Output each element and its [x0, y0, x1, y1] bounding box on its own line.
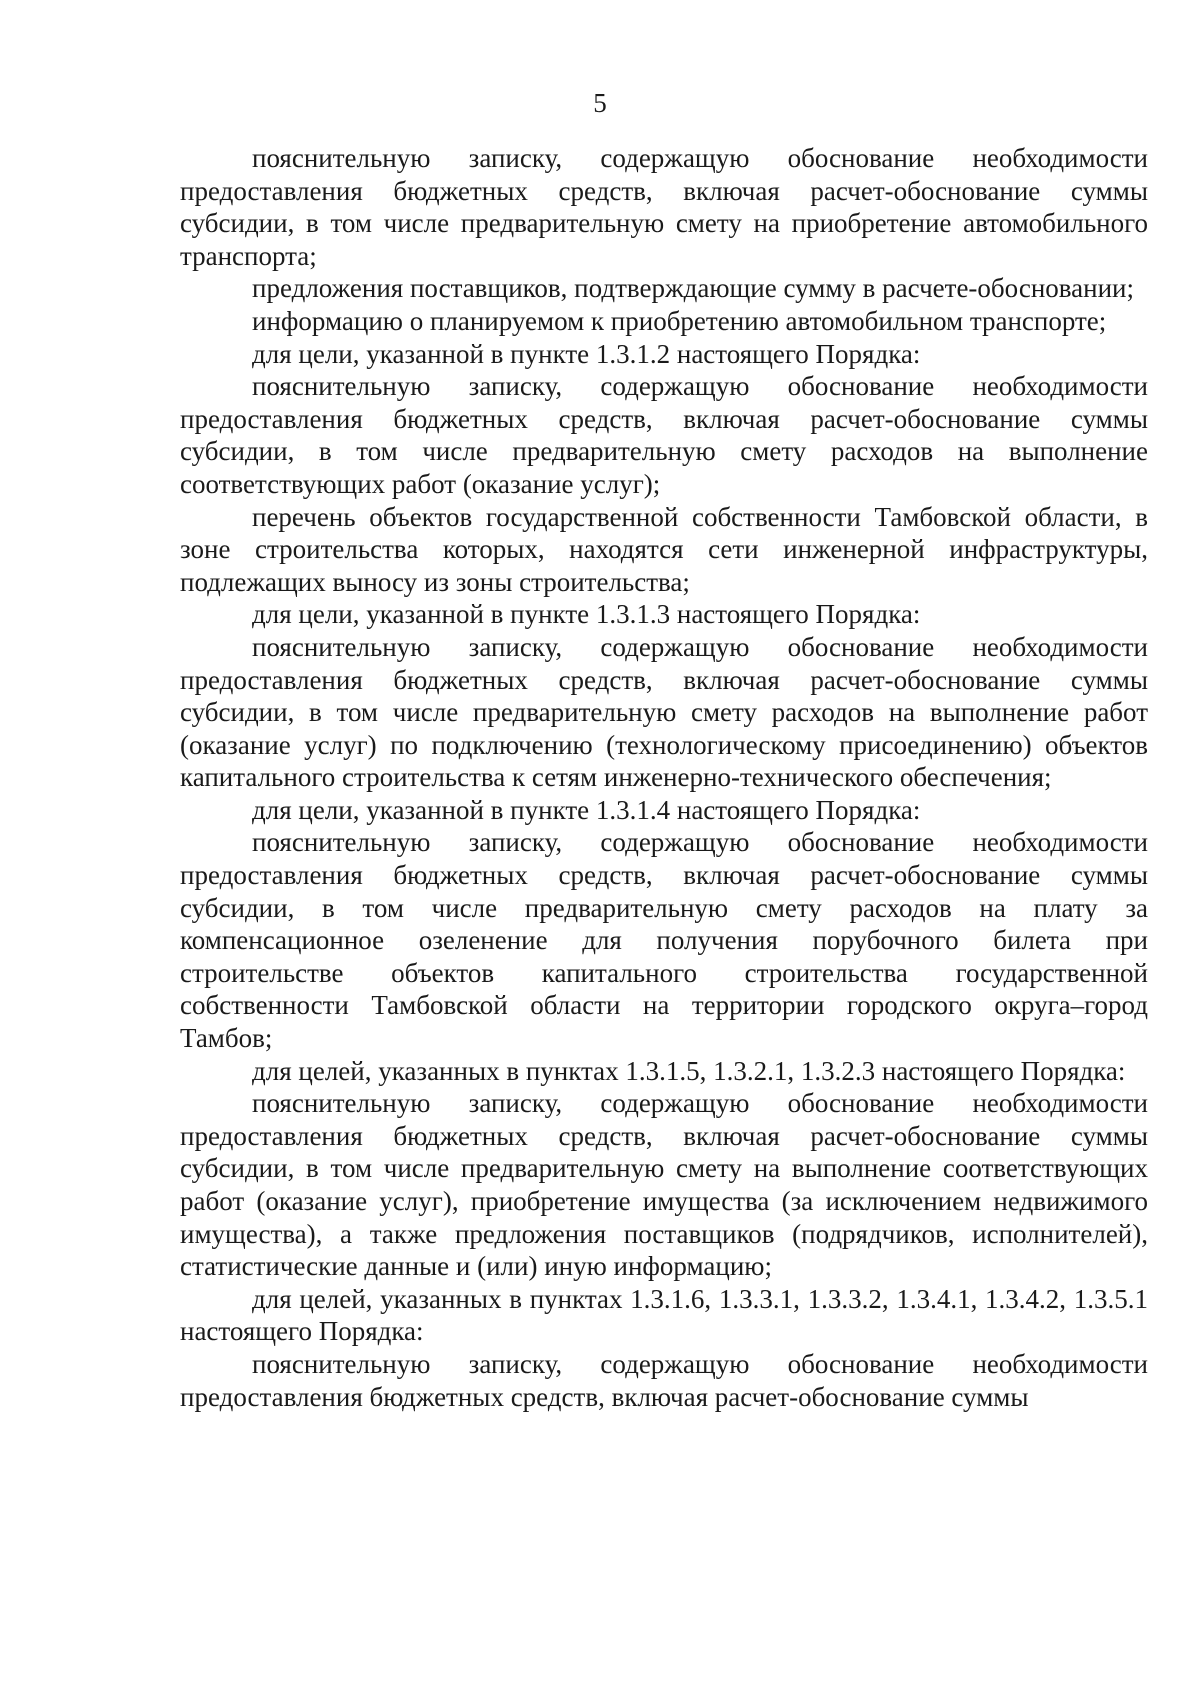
paragraph: пояснительную записку, содержащую обоснование необходимости предоставления бюджетных средств, включая расчет-обоснование суммы субсидии, в том числе предварительную смету расходов на выполнение соответствующих работ (оказание услуг); [180, 371, 1148, 499]
paragraph: пояснительную записку, содержащую обоснование необходимости предоставления бюджетных средств, включая расчет-обоснование суммы [180, 1348, 1148, 1412]
paragraph: для целей, указанных в пунктах 1.3.1.5, 1.3.2.1, 1.3.2.3 настоящего Порядка: [252, 1055, 1126, 1086]
paragraph: предложения поставщиков, подтверждающие сумму в расчете-обосновании; [252, 273, 1134, 304]
page-number: 5 [593, 88, 607, 118]
paragraph: пояснительную записку, содержащую обоснование необходимости предоставления бюджетных средств, включая расчет-обоснование суммы субсидии, в том числе предварительную смету на приобретение автомобильного транспорта; [180, 143, 1148, 271]
paragraph: пояснительную записку, содержащую обоснование необходимости предоставления бюджетных средств, включая расчет-обоснование суммы субсидии, в том числе предварительную смету расходов на выполнение работ (оказание услуг) по подключению (технологическому присоединению) объектов капитального строительства к сетям инженерно-технического обеспечения; [180, 631, 1148, 793]
paragraph: информацию о планируемом к приобретению автомобильном транспорте; [252, 305, 1107, 336]
document-body [180, 142, 1148, 1413]
paragraph: для цели, указанной в пункте 1.3.1.2 настоящего Порядка: [252, 338, 921, 369]
paragraph: для цели, указанной в пункте 1.3.1.4 настоящего Порядка: [252, 794, 921, 825]
paragraph: для целей, указанных в пунктах 1.3.1.6, 1.3.3.1, 1.3.3.2, 1.3.4.1, 1.3.4.2, 1.3.5.1 настоящего Порядка: [180, 1283, 1148, 1347]
paragraph: для цели, указанной в пункте 1.3.1.3 настоящего Порядка: [252, 599, 921, 630]
paragraph: пояснительную записку, содержащую обоснование необходимости предоставления бюджетных средств, включая расчет-обоснование суммы субсидии, в том числе предварительную смету на выполнение соответствующих работ (оказание услуг), приобретение имущества (за исключением недвижимого имущества), а также предложения поставщиков (подрядчиков, исполнителей), статистические данные и (или) иную информацию; [180, 1088, 1148, 1282]
paragraph: перечень объектов государственной собственности Тамбовской области, в зоне строительства которых, находятся сети инженерной инфраструктуры, подлежащих выносу из зоны строительства; [180, 501, 1148, 597]
paragraph: пояснительную записку, содержащую обоснование необходимости предоставления бюджетных средств, включая расчет-обоснование суммы субсидии, в том числе предварительную смету расходов на плату за компенсационное озеленение для получения порубочного билета при строительстве объектов капитального строительства государственной собственности Тамбовской области на территории городского округа–город Тамбов; [180, 827, 1148, 1054]
